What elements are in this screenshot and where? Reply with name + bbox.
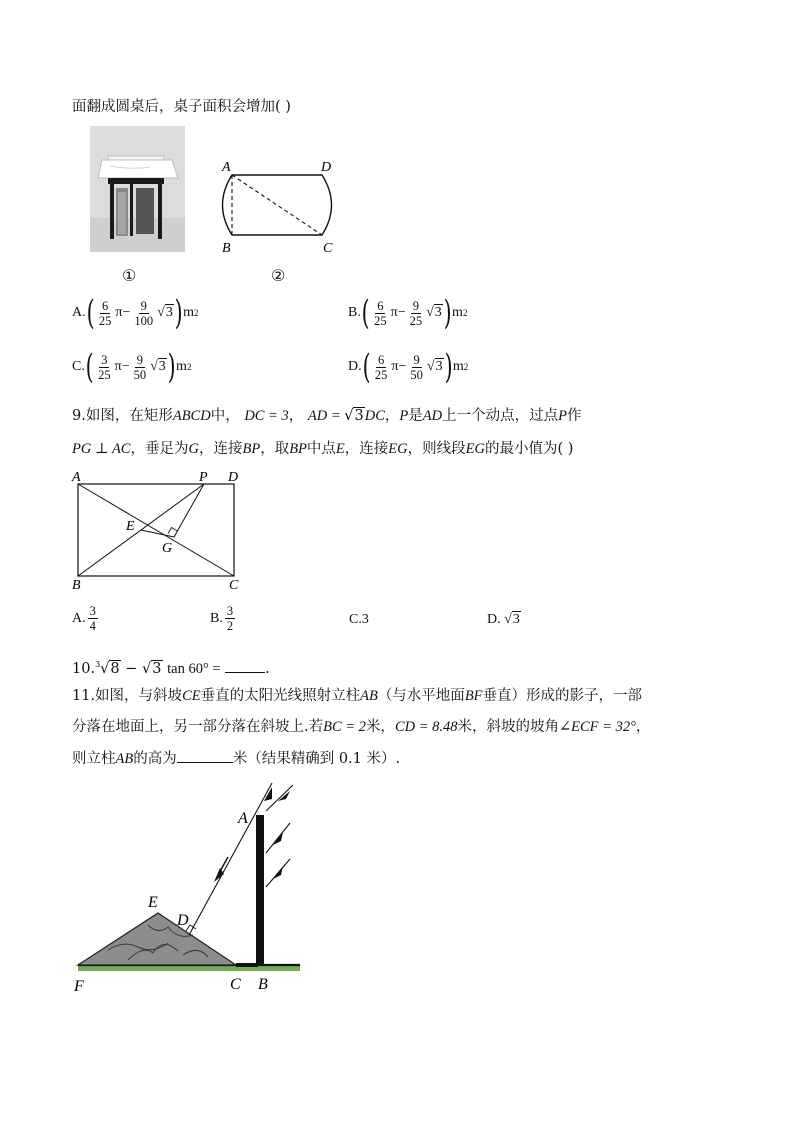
fig2-label-A: A [222,160,231,175]
q9-label-A: A [72,470,81,485]
q8-option-A[interactable]: A. ( $\frac{6}{25}$ π − $\frac{9}{100}$ √3 ) m 2 [72,293,199,333]
q11-label-A: A [238,810,248,827]
q11-label-F: F [74,978,84,995]
q9-label-G: G [162,541,173,556]
q11-label-D: D [177,912,189,929]
q11-label-E: E [148,894,158,911]
q9-line-2: PG ⊥ AC，垂足为G，连接BP，取BP中点E，连接EG，则线段EG的最小值为( ) [72,441,574,457]
q11-line-3: 则立柱AB的高为 米（结果精确到 0.1 米）. [72,748,400,769]
folding-table-photo [90,126,185,252]
q9-label-C: C [229,578,239,593]
q8-option-C[interactable]: C. ( $\frac{3}{25}$ π − $\frac{9}{50}$ √3 ) m 2 [72,347,192,387]
q11-label-B: B [258,976,268,993]
figure-2-outline [223,175,332,235]
q9-option-B[interactable]: B. $\frac{3}{2}$ [210,604,234,633]
q10-answer-blank[interactable] [225,658,265,673]
q9-option-A[interactable]: A. $\frac{3}{4}$ [72,604,96,633]
q11-line-2: 分落在地面上，另一部分落在斜坡上.若BC = 2米，CD = 8.48米，斜坡的坡角∠ECF = 32°， [72,719,651,735]
q9-line-1: 9.如图，在矩形ABCD中， DC = 3， AD = √3DC，P是AD上一个动点，过点P作 [72,408,582,424]
q10-line: 10.$^3$√8 − √3 tan 60° = . [72,655,270,679]
figure-2-table-shape [215,155,345,260]
q11-slope-pillar-figure [68,775,308,1000]
q9-label-B: B [72,578,81,593]
fig2-label-C: C [323,241,333,256]
q8-option-B[interactable]: B. ( $\frac{6}{25}$ π − $\frac{9}{25}$ √3 ) m 2 [348,293,468,333]
q8-option-D[interactable]: D. ( $\frac{6}{25}$ π − $\frac{9}{50}$ √3 ) m 2 [348,347,469,387]
q9-option-C[interactable]: C.3 [349,612,369,627]
figure-2-label: ② [271,266,286,285]
figure-1-label: ① [122,266,137,285]
q11-label-C: C [230,976,241,993]
q9-option-D[interactable]: D. √3 [487,612,520,628]
fig2-label-B: B [222,241,231,256]
fig2-label-D: D [321,160,332,175]
q11-line-1: 11.如图，与斜坡CE垂直的太阳光线照射立柱AB（与水平地面BF垂直）形成的影子，一部 [72,688,643,704]
q9-label-P: P [199,470,208,485]
q8-stem: 面翻成圆桌后，桌子面积会增加( ) [72,99,291,115]
q9-rectangle-figure [68,468,248,594]
q9-label-E: E [126,519,135,534]
q11-answer-blank[interactable] [177,748,233,763]
q9-label-D: D [228,470,239,485]
